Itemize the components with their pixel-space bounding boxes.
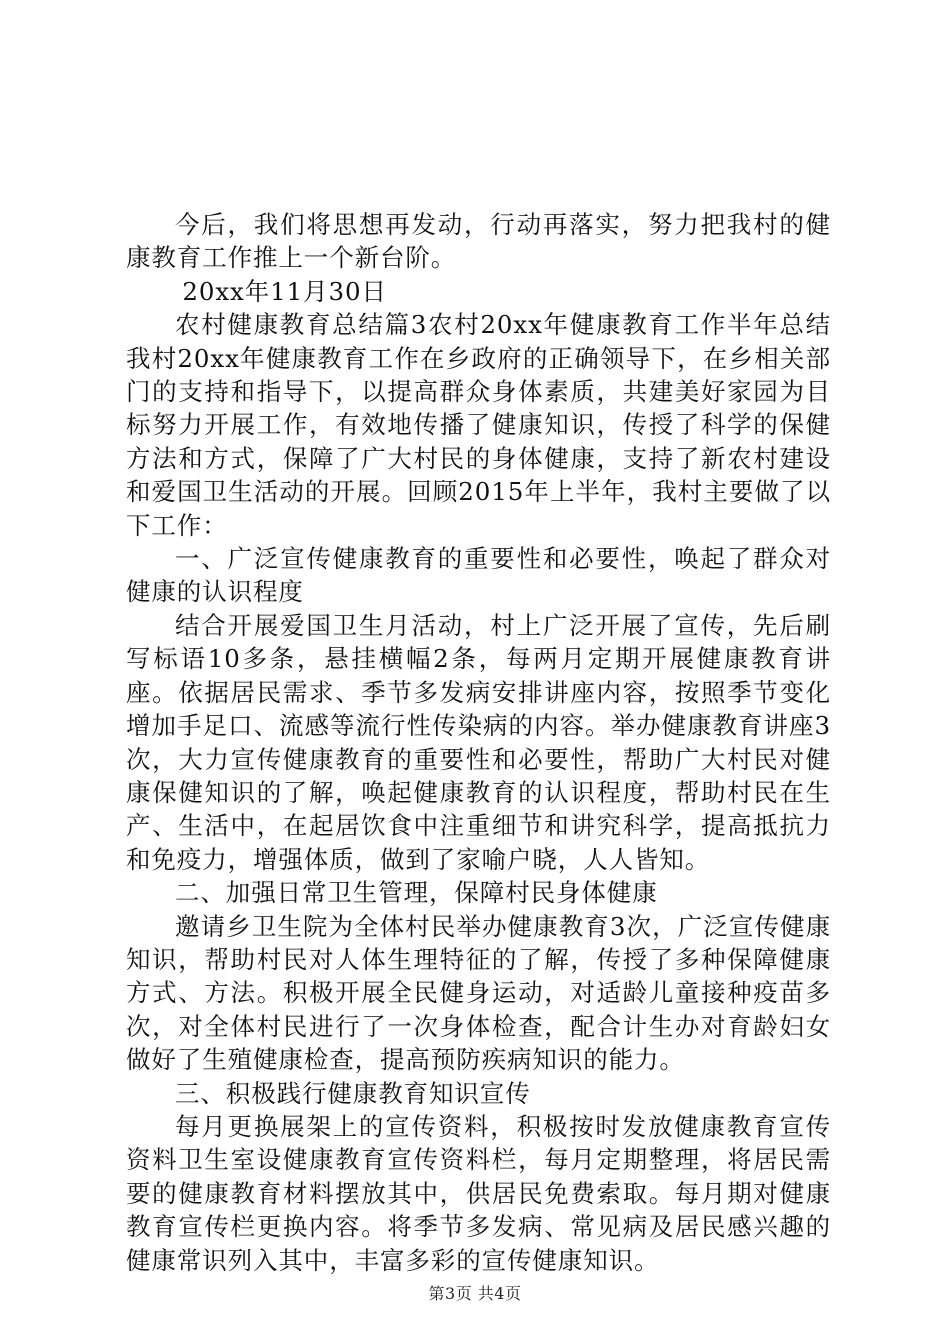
paragraph-closing: 今后，我们将思想再发动，行动再落实，努力把我村的健康教育工作推上一个新台阶。 [126, 210, 831, 273]
section-heading-1: 一、广泛宣传健康教育的重要性和必要性，唤起了群众对健康的认识程度 [126, 544, 831, 607]
section-heading-2: 二、加强日常卫生管理，保障村民身体健康 [175, 878, 658, 908]
document-body [126, 208, 831, 1277]
page-number-footer: 第3页 共4页 [428, 1284, 522, 1303]
section-heading-3: 三、积极践行健康教育知识宣传 [175, 1078, 531, 1108]
paragraph-intro: 农村健康教育总结篇3农村20xx年健康教育工作半年总结我村20xx年健康教育工作在乡政府的正确领导下，在乡相关部门的支持和指导下，以提高群众身体素质，共建美好家园为目标努力开展工作，有效地传播了健康知识，传授了科学的保健方法和方式，保障了广大村民的身体健康，支持了新农村建设和爱国卫生活动的开展。回顾2015年上半年，我村主要做了以下工作： [126, 310, 831, 540]
section-body-1: 结合开展爱国卫生月活动，村上广泛开展了宣传，先后刷写标语10多条，悬挂横幅2条，每两月定期开展健康教育讲座。依据居民需求、季节多发病安排讲座内容，按照季节变化增加手足口、流感等流行性传染病的内容。举办健康教育讲座3次，大力宣传健康教育的重要性和必要性，帮助广大村民对健康保健知识的了解，唤起健康教育的认识程度，帮助村民在生产、生活中，在起居饮食中注重细节和讲究科学，提高抵抗力和免疫力，增强体质，做到了家喻户晓，人人皆知。 [126, 610, 831, 874]
section-body-3: 每月更换展架上的宣传资料，积极按时发放健康教育宣传资料卫生室设健康教育宣传资料栏，每月定期整理，将居民需要的健康教育材料摆放其中，供居民免费索取。每月期对健康教育宣传栏更换内容。将季节多发病、常见病及居民感兴趣的健康常识列入其中，丰富多彩的宣传健康知识。 [126, 1111, 831, 1275]
paragraph-date: 20xx年11月30日 [182, 276, 387, 306]
section-body-2: 邀请乡卫生院为全体村民举办健康教育3次，广泛宣传健康知识，帮助村民对人体生理特征的了解，传授了多种保障健康方式、方法。积极开展全民健身运动，对适龄儿童接种疫苗多次，对全体村民进行了一次身体检查，配合计生办对育龄妇女做好了生殖健康检查，提高预防疾病知识的能力。 [126, 911, 831, 1075]
